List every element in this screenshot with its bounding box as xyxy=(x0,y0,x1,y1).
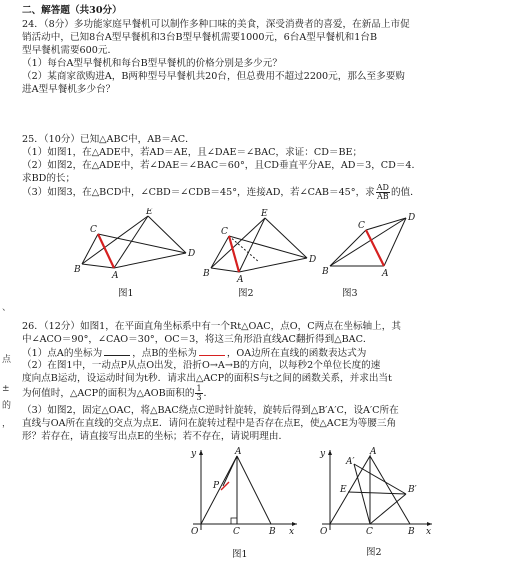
coord2-label-b: B xyxy=(408,527,415,536)
coord1-label-c: C xyxy=(233,527,240,536)
q25-fraction xyxy=(376,184,390,201)
coord2-label-y: y xyxy=(320,449,326,459)
figure-1-caption: 图1 xyxy=(118,288,134,299)
margin-mark: 点 xyxy=(2,355,12,365)
q26-part2-end: ． xyxy=(203,388,214,399)
coord1-label-o: O xyxy=(191,527,199,536)
fig3-label-d: D xyxy=(408,213,416,223)
q25-line-1: 25．（10分）已知△ABC中，AB＝AC． xyxy=(22,134,195,145)
fig1-label-a: A xyxy=(112,271,119,281)
fig2-label-b: B xyxy=(203,269,210,279)
fig1-label-e: E xyxy=(146,208,153,217)
fig1-label-c: C xyxy=(90,225,97,235)
q25-line-2: （1）如图1，在△ADE中，若AD＝AE，且∠DAE＝∠BAC，求证：CD＝BE； xyxy=(22,147,363,158)
fig2-label-c: C xyxy=(221,227,228,237)
margin-mark: 的 xyxy=(2,401,12,411)
fig2-label-e: E xyxy=(261,209,268,219)
q24-line-6: 进A型早餐机多少台？ xyxy=(22,84,116,95)
coord2-label-o: O xyxy=(320,527,328,536)
q26-line-2: 中∠ACO＝90°，∠CAO＝30°，OC＝3，将这三角形沿直线AC翻折得到△BAC． xyxy=(22,334,373,345)
q26-line-5: 度向点B运动，设运动时间为t秒．请求出△ACP的面积S与t之间的函数关系，并求出当t xyxy=(22,373,392,384)
q26-line-9: 形？若存在，请直接写出点E的坐标；若不存在，请说明理由． xyxy=(22,431,289,442)
figure-2 xyxy=(195,208,325,290)
q26-line-4: （2）在图1中，一动点P从点O出发，沿折O→A→B的方向，以每秒2个单位长度的速 xyxy=(22,360,381,371)
q25-line-5 xyxy=(22,184,420,201)
coord1-label-a: A xyxy=(235,447,242,457)
q26-line-3 xyxy=(22,346,366,360)
q24-line-4: （1）每台A型早餐机和每台B型早餐机的价格分别是多少元？ xyxy=(22,58,282,69)
figure-3-caption: 图3 xyxy=(342,288,358,299)
fig2-label-d: D xyxy=(309,255,317,265)
q26-line-6 xyxy=(22,385,213,402)
coord2-label-a-prime: A′ xyxy=(346,457,355,467)
margin-mark: 、 xyxy=(2,303,12,313)
frac-denominator: 3 xyxy=(196,393,202,402)
coord1-label-y: y xyxy=(191,449,197,459)
q26-part2-text: 为何值时，△ACP的面积为△AOB面积的 xyxy=(22,388,195,399)
fig3-label-a: A xyxy=(382,269,389,279)
margin-mark: ， xyxy=(2,419,12,429)
coordinate-figure-2 xyxy=(318,446,438,536)
fig3-label-c: C xyxy=(358,221,365,231)
fig1-label-d: D xyxy=(188,249,196,259)
coordinate-figure-1 xyxy=(185,446,305,536)
coord2-label-b-prime: B′ xyxy=(408,485,417,495)
coord1-label-x: x xyxy=(289,527,295,536)
figure-1 xyxy=(70,208,210,288)
figure-2-caption: 图2 xyxy=(238,288,254,299)
section-title: 二、解答题（共30分） xyxy=(22,5,122,16)
coord2-label-a: A xyxy=(370,447,377,457)
coord1-label-p: P xyxy=(213,481,220,491)
answer-blank-b[interactable] xyxy=(199,346,225,356)
answer-blank-a[interactable] xyxy=(104,346,130,356)
q24-line-1: 24．（8分）多功能家庭早餐机可以制作多种口味的美食，深受消费者的喜爱，在新品上市促 xyxy=(22,19,410,30)
coord2-label-x: x xyxy=(426,527,432,536)
fig1-label-b: B xyxy=(74,265,81,275)
coord-figure-1-caption: 图1 xyxy=(232,549,248,560)
coord2-label-e: E xyxy=(340,485,347,495)
frac-numerator: AD xyxy=(376,183,389,192)
coord1-label-b: B xyxy=(269,527,276,536)
q26-line-1: 26．（12分）如图1，在平面直角坐标系中有一个Rt△OAC，点O，C两点在坐标轴上，其 xyxy=(22,321,401,332)
q26-part1-a: （1）点A的坐标为 xyxy=(22,348,103,359)
figure-3 xyxy=(322,208,422,288)
q26-part1-c: ，OA边所在直线的函数表达式为 xyxy=(226,348,367,359)
frac-denominator: AB xyxy=(377,192,389,201)
q26-fraction xyxy=(195,385,202,402)
margin-mark: ± xyxy=(2,384,10,394)
q24-line-5: （2）某商家欲购进A，B两种型号早餐机共20台，但总费用不超过2200元，那么至多要购 xyxy=(22,71,405,82)
q26-part1-b: ，点B的坐标为 xyxy=(132,348,197,359)
q24-line-2: 销活动中，已知8台A型早餐机和3台B型早餐机需要1000元，6台A型早餐机和1台B xyxy=(22,32,378,43)
q25-line-4: 求BD的长； xyxy=(22,173,76,184)
frac-numerator: 1 xyxy=(196,384,202,393)
q25-part3-text: （3）如图3，在△BCD中，∠CBD＝∠CDB＝45°，连接AD，若∠CAB＝45°，求 xyxy=(22,187,375,198)
q25-part3-end: 的值． xyxy=(390,187,420,198)
q26-line-8: 直线与OA所在直线的交点为点E．请问在旋转过程中是否存在点E，使△ACE为等腰三角 xyxy=(22,418,397,429)
fig3-label-b: B xyxy=(322,267,329,277)
q26-line-7: （3）如图2，固定△OAC，将△BAC绕点C逆时针旋转，旋转后得到△B′A′C，设A′C所在 xyxy=(22,405,399,416)
fig2-label-a: A xyxy=(237,275,244,285)
coord-figure-2-caption: 图2 xyxy=(366,547,382,558)
q25-line-3: （2）如图2，在△ADE中，若∠DAE＝∠BAC＝60°，且CD垂直平分AE，AD＝3，CD＝4． xyxy=(22,160,422,171)
coord2-label-c: C xyxy=(366,527,373,536)
q24-line-3: 型早餐机需要600元． xyxy=(22,45,118,56)
